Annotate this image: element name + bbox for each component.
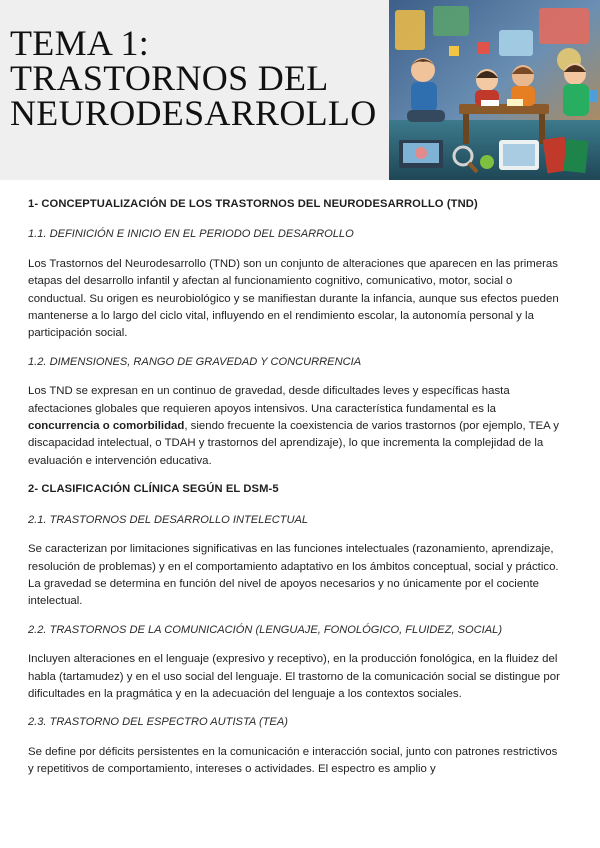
paragraph-1-2-part-a: Los TND se expresan en un continuo de gravedad, desde dificultades leves y específicas hasta afectaciones globales que requieren apoyos intensivos. Una característica fundamental es la	[28, 385, 510, 415]
subsection-heading-2-2: 2.2. TRASTORNOS DE LA COMUNICACIÓN (LENGUAJE, FONOLÓGICO, FLUIDEZ, SOCIAL)	[28, 623, 503, 636]
paragraph-2-1: Se caracterizan por limitaciones significativas en las funciones intelectuales (razonamiento, aprendizaje, resolución de problemas) y en el comportamiento adaptativo en los ámbitos conceptual, social y práctico. La gravedad se determina en función del nivel de apoyos necesarios y no únicamente por el cociente intelectual.	[28, 543, 559, 608]
paragraph-1-1: Los Trastornos del Neurodesarrollo (TND) son un conjunto de alteraciones que aparecen en las primeras etapas del desarrollo infantil y afectan al funcionamiento cognitivo, comunicativo, motor, social o conductual. Su origen es neurobiológico y se manifiestan durante la infancia, aunque sus efectos pueden mantenerse a lo largo del ciclo vital, influyendo en el rendimiento escolar, la autonomía personal y la participación social.	[28, 257, 559, 340]
paragraph-2-2: Incluyen alteraciones en el lenguaje (expresivo y receptivo), en la producción fonológica, en la fluidez del habla (tartamudez) y en el uso social del lenguaje. El trastorno de la comunicación social se distingue por dificultades en la pragmática y en la adecuación del lenguaje a los contextos sociales.	[28, 653, 560, 700]
header-band	[0, 0, 600, 180]
paragraph-2-3: Se define por déficits persistentes en la comunicación e interacción social, junto con patrones restrictivos y repetitivos de comportamiento, intereses o actividades. El espectro es amplio y	[28, 745, 558, 776]
paragraph-1-2-part-b: , siendo frecuente la coexistencia de varios trastornos (por ejemplo, TEA y discapacidad intelectual, o TDAH y trastornos del aprendizaje), lo que incrementa la complejidad de la evaluación e intervención educativa.	[28, 420, 559, 467]
paragraph-1-2	[28, 383, 566, 470]
subsection-heading-1-1: 1.1. DEFINICIÓN E INICIO EN EL PERIODO DEL DESARROLLO	[28, 228, 354, 241]
children-classroom-illustration	[389, 0, 600, 180]
comorbidity-term: concurrencia o comorbilidad	[28, 420, 185, 433]
section-heading-1: 1- CONCEPTUALIZACIÓN DE LOS TRASTORNOS DEL NEURODESARROLLO (TND)	[28, 198, 478, 210]
title-line-1: TEMA 1:	[10, 23, 150, 63]
subsection-heading-1-2: 1.2. DIMENSIONES, RANGO DE GRAVEDAD Y CONCURRENCIA	[28, 355, 362, 368]
section-heading-2: 2- CLASIFICACIÓN CLÍNICA SEGÚN EL DSM-5	[28, 483, 279, 496]
title-line-3: NEURODESARROLLO	[10, 93, 377, 133]
subsection-heading-2-3: 2.3. TRASTORNO DEL ESPECTRO AUTISTA (TEA)	[28, 716, 288, 729]
subsection-heading-2-1: 2.1. TRASTORNOS DEL DESARROLLO INTELECTUAL	[28, 513, 309, 526]
title-line-2: TRASTORNOS DEL	[10, 58, 329, 98]
document-body	[28, 196, 566, 790]
page-title	[10, 23, 390, 133]
hero-illustration	[389, 0, 600, 180]
